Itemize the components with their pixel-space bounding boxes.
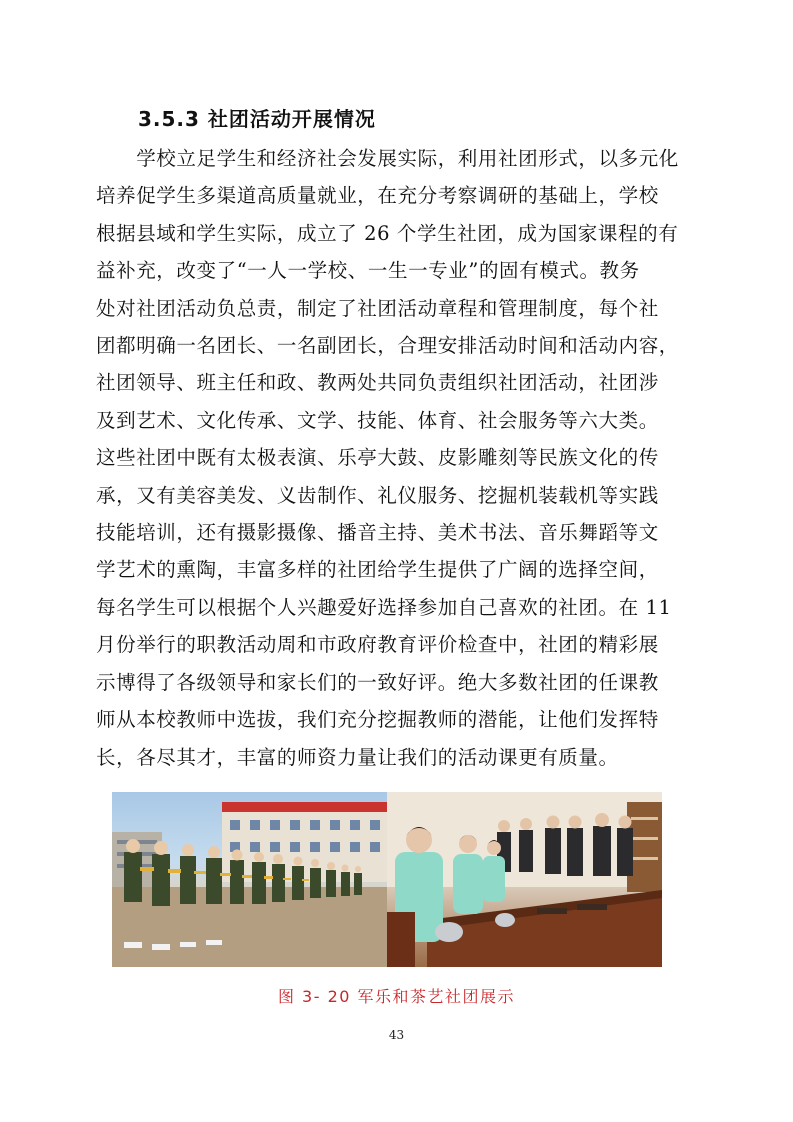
- page-number: 43: [388, 1028, 405, 1042]
- paragraph-line: 培养促学生多渠道高质量就业，在充分考察调研的基础上，学校: [96, 184, 659, 208]
- paragraph-line: 技能培训，还有摄影摄像、播音主持、美术书法、音乐舞蹈等文: [96, 521, 659, 545]
- paragraph-line: 承，又有美容美发、义齿制作、礼仪服务、挖掘机装载机等实践: [96, 483, 659, 507]
- paragraph-line: 每名学生可以根据个人兴趣爱好选择参加自己喜欢的社团。在 11: [96, 595, 672, 619]
- paragraph-line: 团都明确一名团长、一名副团长，合理安排活动时间和活动内容，: [96, 334, 679, 358]
- paragraph-line: 根据县域和学生实际，成立了 26 个学生社团，成为国家课程的有: [96, 221, 679, 245]
- figure-photos: [112, 792, 662, 967]
- paragraph-line: 示博得了各级领导和家长们的一致好评。绝大多数社团的任课教: [96, 670, 659, 694]
- paragraph-line: 学艺术的熏陶，丰富多样的社团给学生提供了广阔的选择空间，: [96, 558, 659, 582]
- paragraph-line: 这些社团中既有太极表演、乐亭大鼓、皮影雕刻等民族文化的传: [96, 446, 659, 470]
- paragraph-line: 月份举行的职教活动周和市政府教育评价检查中，社团的精彩展: [96, 633, 659, 657]
- body-paragraph: [96, 140, 700, 776]
- paragraph-line: 社团领导、班主任和政、教两处共同负责组织社团活动，社团涉: [96, 371, 659, 395]
- figure-caption: 图 3- 20 军乐和茶艺社团展示: [277, 987, 516, 1006]
- section-heading: 3.5.3 社团活动开展情况: [138, 107, 376, 131]
- paragraph-line: 学校立足学生和经济社会发展实际，利用社团形式，以多元化: [96, 147, 679, 170]
- paragraph-line: 师从本校教师中选拔，我们充分挖掘教师的潜能，让他们发挥特: [96, 708, 659, 732]
- military-band-photo: [112, 792, 387, 967]
- paragraph-line: 及到艺术、文化传承、文学、技能、体育、社会服务等六大类。: [96, 408, 659, 432]
- tea-art-photo: [387, 792, 662, 967]
- paragraph-line: 处对社团活动负总责，制定了社团活动章程和管理制度，每个社: [96, 296, 659, 320]
- paragraph-line: 长，各尽其才，丰富的师资力量让我们的活动课更有质量。: [96, 745, 619, 769]
- paragraph-line: 益补充，改变了“一人一学校、一生一专业”的固有模式。教务: [96, 259, 640, 283]
